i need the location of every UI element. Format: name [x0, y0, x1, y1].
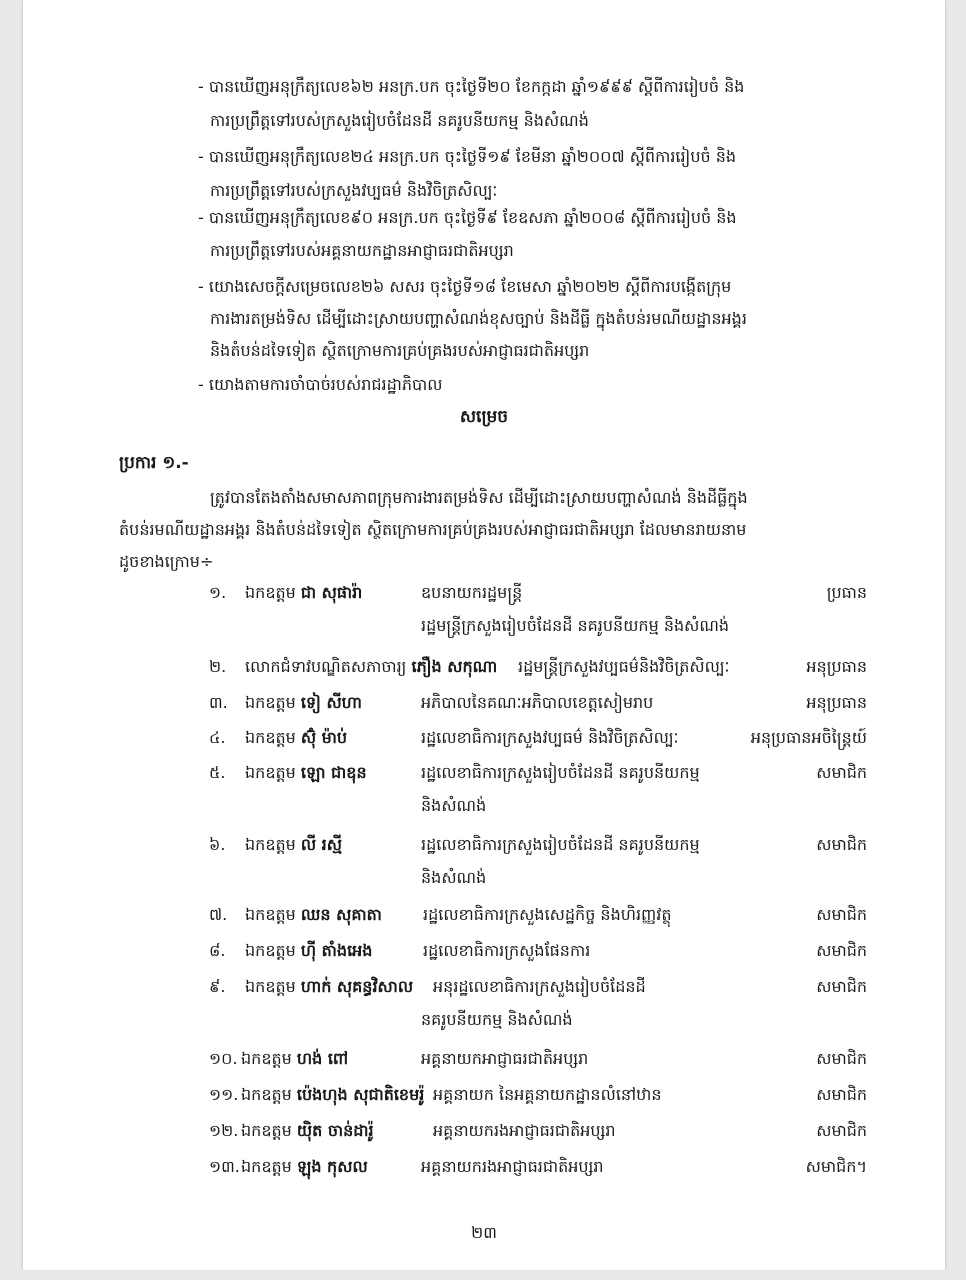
member-role: សមាជិក: [816, 941, 867, 960]
member-name: ភឿង សកុណា: [411, 657, 498, 676]
member-name-cell: [245, 834, 342, 856]
member-number: ៦.: [209, 835, 226, 854]
member-number: ៩.: [209, 977, 226, 996]
member-name: ហាក់ សុគន្ធវិសាល: [300, 977, 414, 996]
member-position: និងសំណង់: [421, 868, 487, 887]
member-name: ទៀ សីហា: [300, 693, 362, 712]
page-number: ២៣: [471, 1223, 497, 1242]
member-title: ឯកឧត្តម: [241, 1049, 292, 1068]
member-title: ឯកឧត្តម: [245, 941, 296, 960]
member-title: ឯកឧត្តម: [245, 583, 296, 602]
member-name-cell: [245, 692, 362, 714]
member-name-cell: [241, 1120, 374, 1142]
member-name-cell: [245, 656, 497, 678]
member-role: សមាជិក: [816, 1049, 867, 1068]
member-position: រដ្ឋលេខាធិការក្រសួងវប្បធម៌ និងវិចិត្រសិល្បៈ: [421, 728, 679, 747]
preamble-line: - យោងតាមការចាំបាច់របស់រាជរដ្ឋាភិបាល: [198, 375, 443, 394]
member-title: ឯកឧត្តម: [245, 763, 296, 782]
member-position: ឧបនាយករដ្ឋមន្ត្រី: [421, 583, 523, 602]
member-name-cell: [245, 976, 413, 998]
preamble-line: និងតំបន់ដទៃទៀត ស្ថិតក្រោមការគ្រប់គ្រងរបស់អាជ្ញាធរជាតិអប្សរា: [210, 341, 590, 360]
member-name: ហ៊ី តាំងអេង: [300, 941, 373, 960]
member-name: ហង់ ពៅ: [296, 1049, 349, 1068]
member-position: អគ្គនាយក នៃអគ្គនាយកដ្ឋានលំនៅឋាន: [433, 1085, 662, 1104]
member-number: ៥.: [209, 763, 226, 782]
member-title: ឯកឧត្តម: [245, 693, 296, 712]
member-number: ៣.: [209, 693, 228, 712]
member-name: ឡុង កុសល: [296, 1157, 368, 1176]
member-name-cell: [245, 940, 372, 962]
member-title: ឯកឧត្តម: [241, 1157, 292, 1176]
member-number: ៧.: [209, 905, 228, 924]
member-title: ឯកឧត្តម: [245, 835, 296, 854]
member-name: លី រស្មី: [300, 835, 342, 854]
decision-title: សម្រេច: [459, 407, 509, 427]
member-name: យ៉ិត ចាន់ដារ៉ូ: [296, 1121, 374, 1140]
preamble-line: ការងារតម្រង់ទិស ដើម្បីដោះស្រាយបញ្ហាសំណង់ខុសច្បាប់ និងដីធ្លី ក្នុងតំបន់រមណីយដ្ឋានអង្គរ: [210, 309, 747, 328]
member-position: រដ្ឋលេខាធិការក្រសួងរៀបចំដែនដី នគរូបនីយកម្ម: [421, 763, 700, 782]
article-label: ប្រការ ១.-: [119, 453, 189, 473]
member-position: និងសំណង់: [421, 796, 487, 815]
member-role: អនុប្រធានអចិន្ត្រៃយ៍: [750, 728, 867, 747]
member-position: រដ្ឋមន្ត្រីក្រសួងរៀបចំដែនដី នគរូបនីយកម្ម និងសំណង់: [421, 616, 730, 635]
member-title: ឯកឧត្តម: [245, 977, 296, 996]
member-position: អគ្គនាយករងអាជ្ញាធរជាតិអប្សរា: [421, 1157, 604, 1176]
member-role: អនុប្រធាន: [806, 657, 867, 676]
member-number: ៨.: [209, 941, 226, 960]
member-number: ១០.: [209, 1049, 238, 1068]
member-role: សមាជិក: [816, 763, 867, 782]
member-name: ឡោ ជាឧុន: [300, 763, 367, 782]
member-number: ១២.: [209, 1121, 239, 1140]
article-body-line: តំបន់រមណីយដ្ឋានអង្គរ និងតំបន់ដទៃទៀត ស្ថិតក្រោមការគ្រប់គ្រងរបស់អាជ្ញាធរជាតិអប្សរា ដែលមានរាយនាម: [119, 520, 747, 539]
member-position: អភិបាលនៃគណៈអភិបាលខេត្តសៀមរាប: [421, 693, 654, 712]
member-number: ១៣.: [209, 1157, 240, 1176]
preamble-line: ការប្រព្រឹត្តទៅរបស់ក្រសួងរៀបចំដែនដី នគរូបនីយកម្ម និងសំណង់: [210, 111, 589, 130]
member-role: សមាជិក: [816, 905, 867, 924]
member-title: ឯកឧត្តម: [245, 728, 296, 747]
member-number: ១.: [209, 583, 227, 602]
member-name: ស៊ុំ ម៉ាប់: [300, 728, 348, 747]
preamble-line: - បានឃើញអនុក្រឹត្យលេខ២៤ អនក្រ.បក ចុះថ្ងៃទី១៩ ខែមីនា ឆ្នាំ២០០៧ ស្តីពីការរៀបចំ និង: [198, 147, 737, 166]
member-name: ប៉េងហុង សុជាតិខេមរ៉ូ: [296, 1085, 425, 1104]
member-role: ប្រធាន: [826, 583, 867, 602]
member-title: ឯកឧត្តម: [245, 905, 296, 924]
member-title: ឯកឧត្តម: [241, 1085, 292, 1104]
member-name-cell: [241, 1048, 348, 1070]
member-name-cell: [245, 762, 367, 784]
member-role: សមាជិក: [816, 1085, 867, 1104]
member-title: ឯកឧត្តម: [241, 1121, 292, 1140]
member-role: សមាជិក។: [805, 1157, 867, 1176]
member-position: រដ្ឋលេខាធិការក្រសួងរៀបចំដែនដី នគរូបនីយកម្ម: [421, 835, 700, 854]
member-title: លោកជំទាវបណ្ឌិតសភាចារ្យ: [245, 657, 407, 676]
document-page: [22, 0, 946, 1270]
member-position: រដ្ឋមន្ត្រីក្រសួងវប្បធម៌និងវិចិត្រសិល្បៈ: [518, 657, 730, 676]
member-number: ៤.: [209, 728, 226, 747]
preamble-line: - យោងសេចក្តីសម្រេចលេខ២៦ សសរ ចុះថ្ងៃទី១៨ ខែមេសា ឆ្នាំ២០២២ ស្តីពីការបង្កើតក្រុម: [198, 277, 732, 296]
member-role: អនុប្រធាន: [806, 693, 867, 712]
preamble-line: - បានឃើញអនុក្រឹត្យលេខ៩០ អនក្រ.បក ចុះថ្ងៃទី៩ ខែឧសភា ឆ្នាំ២០០៨ ស្តីពីការរៀបចំ និង: [198, 208, 737, 227]
member-name-cell: [241, 1084, 424, 1106]
member-name: ជា សុផារ៉ា: [300, 583, 363, 602]
member-number: ១១.: [209, 1085, 239, 1104]
member-role: សមាជិក: [816, 1121, 867, 1140]
article-body-line: ត្រូវបានតែងតាំងសមាសភាពក្រុមការងារតម្រង់ទិស ដើម្បីដោះស្រាយបញ្ហាសំណង់ និងដីធ្លីក្នុង: [210, 488, 748, 507]
member-name-cell: [245, 904, 382, 926]
member-role: សមាជិក: [816, 835, 867, 854]
preamble-line: ការប្រព្រឹត្តទៅរបស់អគ្គនាយកដ្ឋានអាជ្ញាធរជាតិអប្សរា: [210, 241, 514, 260]
article-body-line: ដូចខាងក្រោម÷: [119, 552, 214, 571]
member-name-cell: [241, 1156, 368, 1178]
member-name: ឈន សុគាតា: [300, 905, 382, 924]
member-position: រដ្ឋលេខាធិការក្រសួងសេដ្ឋកិច្ច និងហិរញ្ញវត្ថុ: [423, 905, 672, 924]
member-position: អគ្គនាយកអាជ្ញាធរជាតិអប្សរា: [421, 1049, 589, 1068]
preamble-line: - បានឃើញអនុក្រឹត្យលេខ៦២ អនក្រ.បក ចុះថ្ងៃទី២០ ខែកក្កដា ឆ្នាំ១៩៩៩ ស្តីពីការរៀបចំ និង: [198, 77, 745, 96]
member-name-cell: [245, 727, 347, 749]
member-name-cell: [245, 582, 362, 604]
member-position: នគរូបនីយកម្ម និងសំណង់: [421, 1010, 573, 1029]
preamble-line: ការប្រព្រឹត្តទៅរបស់ក្រសួងវប្បធម៌ និងវិចិត្រសិល្បៈ: [210, 181, 498, 200]
member-position: អគ្គនាយករងអាជ្ញាធរជាតិអប្សរា: [433, 1121, 616, 1140]
member-role: សមាជិក: [816, 977, 867, 996]
member-position: អនុរដ្ឋលេខាធិការក្រសួងរៀបចំដែនដី: [433, 977, 646, 996]
member-number: ២.: [209, 657, 227, 676]
member-position: រដ្ឋលេខាធិការក្រសួងផែនការ: [423, 941, 591, 960]
